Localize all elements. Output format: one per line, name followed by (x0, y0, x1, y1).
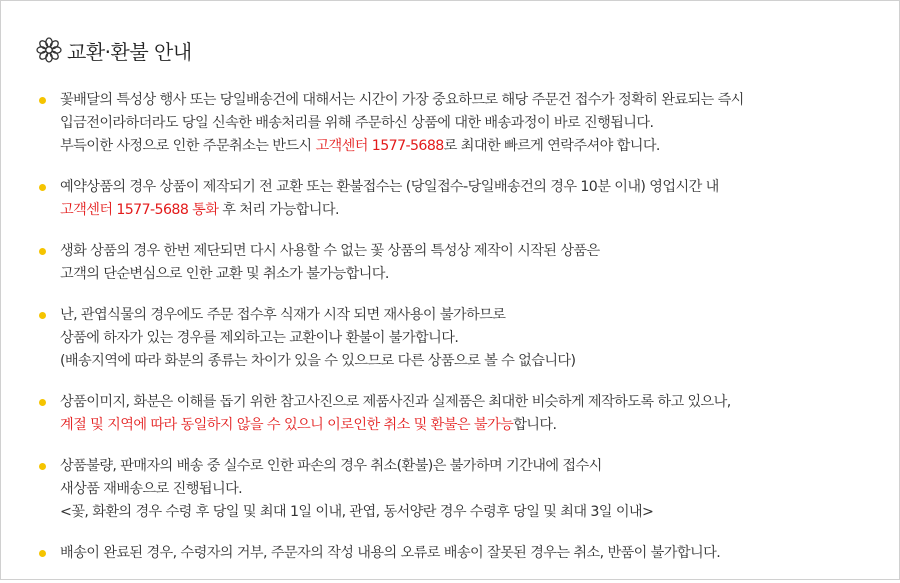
item-line: 새상품 재배송으로 진행됩니다. (60, 481, 243, 497)
item-line: 상품이미지, 화분은 이해를 돕기 위한 참고사진으로 제품사진과 실제품은 최대한 비슷하게 제작하도록 하고 있으나, (60, 394, 731, 410)
no-refund-notice: 계절 및 지역에 따라 동일하지 않을 수 있으니 이로인한 취소 및 환불은 불가능 (60, 417, 514, 433)
list-item (39, 391, 879, 437)
item-line: 배송이 완료된 경우, 수령자의 거부, 주문자의 작성 내용의 오류로 배송이 잘못된 경우는 취소, 반품이 불가합니다. (60, 545, 721, 561)
bullet-icon (39, 399, 46, 406)
item-line: 꽃배달의 특성상 행사 또는 당일배송건에 대해서는 시간이 가장 중요하므로 해당 주문건 접수가 정확히 완료되는 즉시 (60, 92, 744, 108)
bullet-icon (39, 248, 46, 255)
item-text (60, 240, 600, 286)
flower-icon (35, 36, 63, 64)
item-text (60, 89, 744, 158)
item-text (60, 542, 720, 565)
item-text-part: 후 처리 가능합니다. (218, 202, 339, 218)
item-text (60, 391, 731, 437)
item-line: 상품불량, 판매자의 배송 중 실수로 인한 파손의 경우 취소(환불)은 불가하며 기간내에 접수시 (60, 458, 602, 474)
bullet-icon (39, 184, 46, 191)
bullet-icon (39, 463, 46, 470)
item-text-part: 합니다. (513, 417, 557, 433)
list-item (39, 176, 879, 222)
item-text-part: 로 최대한 빠르게 연락주셔야 합니다. (443, 138, 660, 154)
notice-list (39, 89, 879, 583)
item-text (60, 304, 575, 373)
bullet-icon (39, 97, 46, 104)
item-line: 생화 상품의 경우 한번 제단되면 다시 사용할 수 없는 꽃 상품의 특성상 제작이 시작된 상품은 (60, 243, 600, 259)
item-line: 입금전이라하더라도 당일 신속한 배송처리를 위해 주문하신 상품에 대한 배송과정이 바로 진행됩니다. (60, 115, 654, 131)
page-title: 교환·환불 안내 (67, 39, 192, 64)
list-item (39, 89, 879, 158)
list-item (39, 240, 879, 286)
customer-center-phone: 고객센터 1577-5688 통화 (60, 202, 219, 218)
item-line: 난, 관엽식물의 경우에도 주문 접수후 식재가 시작 되면 재사용이 불가하므로 (60, 307, 506, 323)
notice-header (35, 35, 192, 65)
item-text (60, 455, 653, 524)
item-line: 상품에 하자가 있는 경우를 제외하고는 교환이나 환불이 불가합니다. (60, 330, 459, 346)
item-line: 고객의 단순변심으로 인한 교환 및 취소가 불가능합니다. (60, 266, 389, 282)
bullet-icon (39, 550, 46, 557)
list-item (39, 304, 879, 373)
list-item (39, 455, 879, 524)
item-line: (배송지역에 따라 화분의 종류는 차이가 있을 수 있으므로 다른 상품으로 볼 수 없습니다) (60, 353, 576, 369)
item-line: 예약상품의 경우 상품이 제작되기 전 교환 또는 환불접수는 (당일접수-당일배송건의 경우 10분 이내) 영업시간 내 (60, 179, 719, 195)
item-text-part: 부득이한 사정으로 인한 주문취소는 반드시 (60, 138, 316, 154)
item-line (60, 135, 744, 158)
item-text (60, 176, 719, 222)
customer-center-phone: 고객센터 1577-5688 (315, 138, 444, 154)
item-line (60, 199, 719, 222)
item-line (60, 414, 731, 437)
bullet-icon (39, 312, 46, 319)
list-item (39, 542, 879, 565)
item-line: <꽃, 화환의 경우 수령 후 당일 및 최대 1일 이내, 관엽, 동서양란 경우 수령후 당일 및 최대 3일 이내> (60, 504, 654, 520)
